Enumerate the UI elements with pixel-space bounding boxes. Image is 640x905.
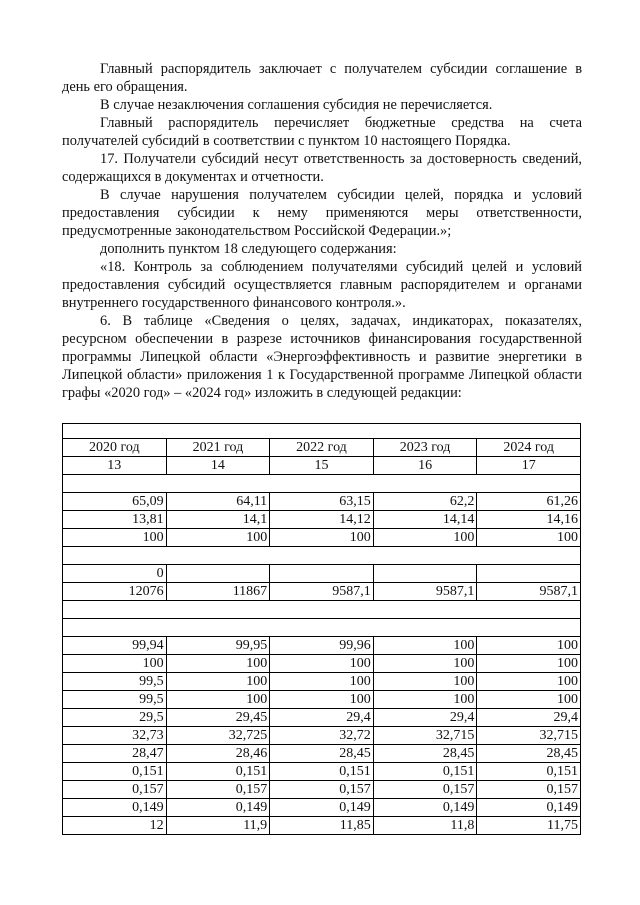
table-row: [63, 781, 581, 799]
paragraph: дополнить пунктом 18 следующего содержания:: [100, 241, 397, 257]
paragraph: В случае нарушения получателем субсидии целей, порядка и условий предоставления субсидии к нему применяются меры ответственности, предусмотренные законодательством Российской Федерации.»;: [62, 187, 582, 239]
table-cell: 29,4: [477, 709, 581, 727]
table-cell: 99,5: [63, 691, 167, 709]
empty-cell: [63, 619, 581, 637]
table-cell: 100: [373, 673, 477, 691]
table-cell: 100: [63, 529, 167, 547]
table-cell: 0,151: [477, 763, 581, 781]
table-row: [63, 673, 581, 691]
table-cell: 100: [373, 691, 477, 709]
table-cell: 14,12: [270, 511, 374, 529]
table-cell: 28,45: [270, 745, 374, 763]
table-cell: 0,157: [63, 781, 167, 799]
table-cell: 28,47: [63, 745, 167, 763]
table-cell: 9587,1: [477, 583, 581, 601]
table-cell: 63,15: [270, 493, 374, 511]
empty-cell: [63, 475, 581, 493]
table-cell: 14,16: [477, 511, 581, 529]
paragraph: Главный распорядитель перечисляет бюджетные средства на счета получателей субсидий в соответствии с пунктом 10 настоящего Порядка.: [62, 115, 582, 149]
table-row: [63, 493, 581, 511]
table-row: [63, 709, 581, 727]
header-cell: 2023 год: [373, 439, 477, 457]
table-cell: 12076: [63, 583, 167, 601]
empty-cell: [63, 601, 581, 619]
data-table: [62, 423, 581, 835]
header-cell: 2021 год: [166, 439, 270, 457]
table-cell: 100: [373, 637, 477, 655]
column-number-cell: 16: [373, 457, 477, 475]
table-cell: 100: [166, 655, 270, 673]
table-row: [63, 529, 581, 547]
paragraph: 6. В таблице «Сведения о целях, задачах, индикаторах, показателях, ресурсном обеспечении в разрезе источников финансирования государственной программы Липецкой области «Энергоэффективность и развитие энергетики в Липецкой области» приложения 1 к Государственной программе Липецкой области графы «2020 год» – «2024 год» изложить в следующей редакции:: [62, 313, 582, 401]
table-cell: 100: [477, 673, 581, 691]
table-cell: 0,151: [63, 763, 167, 781]
table-row: [63, 691, 581, 709]
header-cell: 2024 год: [477, 439, 581, 457]
section-row: [63, 547, 581, 565]
data-table-wrapper: [62, 423, 581, 835]
table-cell: 0,157: [477, 781, 581, 799]
table-row: [63, 637, 581, 655]
table-cell: 29,4: [373, 709, 477, 727]
column-number-cell: 14: [166, 457, 270, 475]
table-cell: 99,96: [270, 637, 374, 655]
table-cell: 100: [477, 637, 581, 655]
table-cell: 100: [477, 655, 581, 673]
table-cell: 12: [63, 817, 167, 835]
table-cell: 11,75: [477, 817, 581, 835]
table-row: [63, 799, 581, 817]
table-cell: 29,45: [166, 709, 270, 727]
table-cell: 29,5: [63, 709, 167, 727]
table-cell: 61,26: [477, 493, 581, 511]
column-number-cell: 17: [477, 457, 581, 475]
table-cell: 0,157: [373, 781, 477, 799]
table-cell: 0,149: [63, 799, 167, 817]
table-cell: 100: [166, 529, 270, 547]
table-cell: 100: [166, 691, 270, 709]
header-cell: 2020 год: [63, 439, 167, 457]
table-cell: 0,149: [373, 799, 477, 817]
table-cell: 9587,1: [373, 583, 477, 601]
table-cell: 62,2: [373, 493, 477, 511]
table-cell: 11,8: [373, 817, 477, 835]
table-cell: 100: [373, 655, 477, 673]
column-number-cell: 13: [63, 457, 167, 475]
table-row: [63, 727, 581, 745]
table-cell: 11,85: [270, 817, 374, 835]
table-cell: 99,95: [166, 637, 270, 655]
table-cell: 100: [477, 691, 581, 709]
table-cell: 64,11: [166, 493, 270, 511]
table-cell: 11867: [166, 583, 270, 601]
table-cell: 29,4: [270, 709, 374, 727]
section-row: [63, 475, 581, 493]
table-cell: [270, 565, 374, 583]
table-cell: 100: [270, 655, 374, 673]
table-cell: 28,45: [477, 745, 581, 763]
table-cell: [477, 565, 581, 583]
table-cell: 100: [373, 529, 477, 547]
table-cell: 32,725: [166, 727, 270, 745]
table-cell: 0,157: [270, 781, 374, 799]
table-cell: 0,149: [270, 799, 374, 817]
table-cell: 0,157: [166, 781, 270, 799]
table-cell: 99,94: [63, 637, 167, 655]
table-row: [63, 745, 581, 763]
table-cell: 0,149: [477, 799, 581, 817]
table-cell: 100: [63, 655, 167, 673]
table-cell: [373, 565, 477, 583]
column-number-row: [63, 457, 581, 475]
paragraph: В случае незаключения соглашения субсидия не перечисляется.: [100, 97, 493, 113]
table-row: [63, 583, 581, 601]
empty-cell: [63, 424, 581, 439]
table-top-row: [63, 424, 581, 439]
table-cell: 14,1: [166, 511, 270, 529]
section-row: [63, 619, 581, 637]
paragraph: 17. Получатели субсидий несут ответственность за достоверность сведений, содержащихся в документах и отчетности.: [62, 151, 582, 185]
table-cell: 99,5: [63, 673, 167, 691]
header-cell: 2022 год: [270, 439, 374, 457]
table-row: [63, 817, 581, 835]
table-cell: 28,45: [373, 745, 477, 763]
table-cell: 100: [477, 529, 581, 547]
table-cell: 11,9: [166, 817, 270, 835]
section-row: [63, 601, 581, 619]
table-cell: 14,14: [373, 511, 477, 529]
table-cell: [166, 565, 270, 583]
table-header-row: [63, 439, 581, 457]
empty-cell: [63, 547, 581, 565]
table-cell: 32,715: [477, 727, 581, 745]
table-cell: 28,46: [166, 745, 270, 763]
table-cell: 100: [270, 673, 374, 691]
table-cell: 0,149: [166, 799, 270, 817]
paragraph: Главный распорядитель заключает с получателем субсидии соглашение в день его обращения.: [62, 61, 582, 95]
table-cell: 13,81: [63, 511, 167, 529]
table-cell: 0,151: [166, 763, 270, 781]
table-row: [63, 763, 581, 781]
table-cell: 9587,1: [270, 583, 374, 601]
table-cell: 100: [270, 691, 374, 709]
table-cell: 100: [166, 673, 270, 691]
table-cell: 0,151: [270, 763, 374, 781]
column-number-cell: 15: [270, 457, 374, 475]
table-cell: 32,73: [63, 727, 167, 745]
table-cell: 100: [270, 529, 374, 547]
table-cell: 32,715: [373, 727, 477, 745]
table-cell: 65,09: [63, 493, 167, 511]
table-cell: 0: [63, 565, 167, 583]
table-row: [63, 655, 581, 673]
paragraph: «18. Контроль за соблюдением получателями субсидий целей и условий предоставления субсидий осуществляется главным распорядителем и органами внутреннего государственного финансового контроля.».: [62, 259, 582, 311]
table-row: [63, 565, 581, 583]
table-cell: 32,72: [270, 727, 374, 745]
document-text: [62, 60, 582, 402]
table-cell: 0,151: [373, 763, 477, 781]
table-row: [63, 511, 581, 529]
